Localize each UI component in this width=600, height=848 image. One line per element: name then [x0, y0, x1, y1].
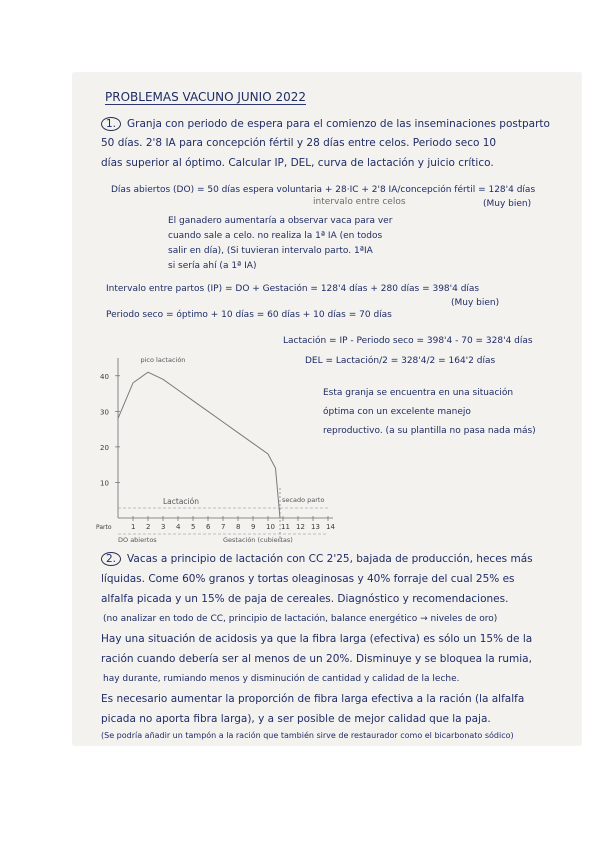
- x-tick-label: 3: [161, 523, 166, 531]
- ip-line: Intervalo entre partos (IP) = DO + Gestación = 128'4 días + 280 días = 398'4 días: [106, 284, 480, 294]
- problem2-line-2: líquidas. Come 60% granos y tortas oleaginosas y 40% forraje del cual 25% es: [101, 573, 515, 585]
- juicio-2: óptima con un excelente manejo: [323, 407, 471, 417]
- ganadero-note-2: cuando sale a celo. no realiza la 1ª IA (en todos: [168, 231, 383, 241]
- do-label: DO abiertos: [118, 536, 157, 544]
- x-tick-label: 13: [311, 523, 320, 531]
- x-tick-label: 11: [281, 523, 290, 531]
- lactacion-label: Lactación: [163, 497, 199, 506]
- ganadero-note-4: si sería ahí (a 1ª IA): [168, 261, 257, 271]
- problem1-line-2: 50 días. 2'8 IA para concepción fértil y 28 días entre celos. Periodo seco 10: [101, 137, 497, 149]
- x-tick-label: 5: [191, 523, 196, 531]
- problem2-line-5: Hay una situación de acidosis ya que la fibra larga (efectiva) es sólo un 15% de la: [101, 633, 533, 645]
- x-tick-label: 4: [176, 523, 181, 531]
- ganadero-note-1: El ganadero aumentaría a observar vaca para ver: [168, 216, 393, 226]
- x-tick-label: 1: [131, 523, 136, 531]
- peak-label: pico lactación: [140, 356, 186, 365]
- y-tick-label: 20: [100, 443, 109, 452]
- x-axis-start-label: Parto: [96, 524, 112, 531]
- page-title: PROBLEMAS VACUNO JUNIO 2022: [105, 90, 306, 104]
- muy-bien-2: (Muy bien): [451, 298, 500, 308]
- gestacion-label: Gestación (cubiertas): [223, 536, 293, 544]
- problem2-line-8: Es necesario aumentar la proporción de fibra larga efectiva a la ración (la alfalfa: [101, 693, 525, 705]
- x-tick-label: 2: [146, 523, 151, 531]
- y-tick-label: 10: [100, 479, 109, 488]
- seco-line: Periodo seco = óptimo + 10 días = 60 días + 10 días = 70 días: [106, 310, 392, 320]
- lactation-curve-line: [118, 372, 280, 518]
- problem2-line-1: 2. Vacas a principio de lactación con CC 2'25, bajada de producción, heces más: [101, 552, 533, 566]
- secado-label: secado parto: [282, 496, 325, 504]
- problem2-line-4: (no analizar en todo de CC, principio de lactación, balance energético → niveles de oro): [103, 614, 498, 624]
- x-tick-label: 10: [266, 523, 275, 531]
- y-tick-label: 30: [100, 408, 109, 417]
- problem2-line-9: picada no aporta fibra larga), y a ser posible de mejor calidad que la paja.: [101, 713, 491, 725]
- y-tick-label: 40: [100, 372, 109, 381]
- problem1-number: 1.: [101, 117, 121, 131]
- problem1-line-1: 1. Granja con periodo de espera para el comienzo de las inseminaciones postparto: [101, 117, 550, 131]
- x-tick-label: 12: [296, 523, 305, 531]
- notebook-page: [73, 73, 581, 745]
- muy-bien-1: (Muy bien): [483, 199, 532, 209]
- problem2-line-7: hay durante, rumiando menos y disminución de cantidad y calidad de la leche.: [103, 674, 460, 684]
- lactacion-line: Lactación = IP - Periodo seco = 398'4 - 70 = 328'4 días: [283, 336, 533, 346]
- problem1-line-3: días superior al óptimo. Calcular IP, DEL, curva de lactación y juicio crítico.: [101, 157, 494, 169]
- problem2-number: 2.: [101, 552, 121, 566]
- x-tick-label: 9: [251, 523, 256, 531]
- x-tick-label: 7: [221, 523, 226, 531]
- ganadero-note-3: salir en día), (Si tuvieran intervalo parto. 1ªIA: [168, 246, 373, 256]
- juicio-1: Esta granja se encuentra en una situación: [323, 388, 514, 398]
- problem2-line-10: (Se podría añadir un tampón a la ración que también sirve de restaurador como el bicarbonato sódico): [101, 731, 514, 740]
- juicio-3: reproductivo. (a su plantilla no pasa nada más): [323, 426, 536, 436]
- problem2-line-6: ración cuando debería ser al menos de un 20%. Disminuye y se bloquea la rumia,: [101, 653, 532, 665]
- intervalo-note: intervalo entre celos: [313, 197, 406, 207]
- x-tick-label: 8: [236, 523, 241, 531]
- x-tick-label: 6: [206, 523, 211, 531]
- x-tick-label: 14: [326, 523, 335, 531]
- problem2-line-3: alfalfa picada y un 15% de paja de cereales. Diagnóstico y recomendaciones.: [101, 593, 509, 605]
- dias-abiertos-line: Días abiertos (DO) = 50 días espera voluntaria + 28·IC + 2'8 IA/concepción fértil = 128'4 días: [111, 185, 536, 195]
- del-line: DEL = Lactación/2 = 328'4/2 = 164'2 días: [305, 356, 496, 366]
